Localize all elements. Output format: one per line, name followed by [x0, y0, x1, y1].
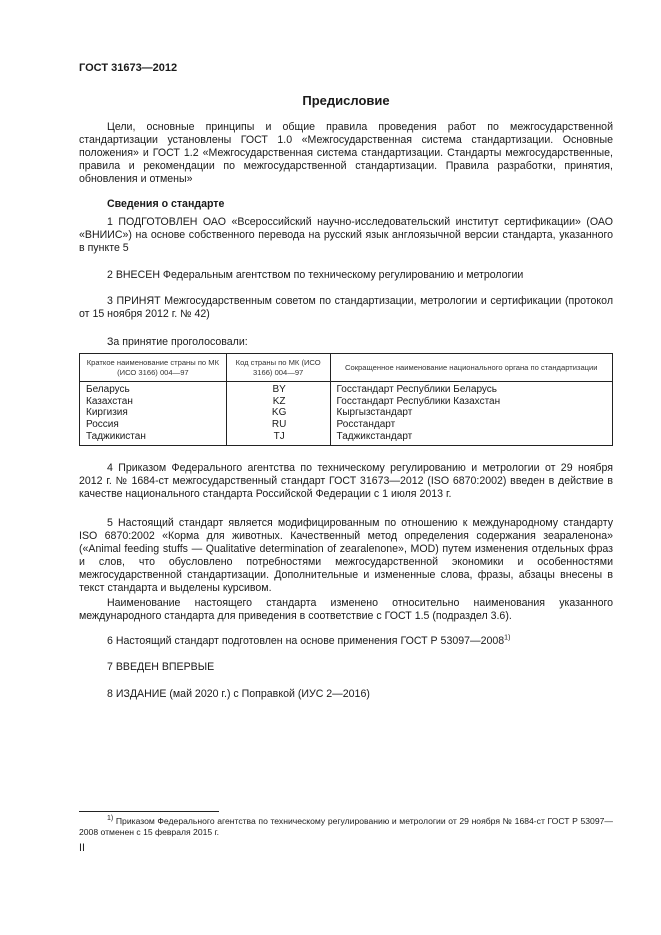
footnote-ref: 1) — [504, 634, 511, 642]
page-number: II — [79, 842, 85, 854]
country-cell: Киргизия — [86, 407, 128, 419]
item-7-paragraph: 7 ВВЕДЕН ВПЕРВЫЕ — [107, 661, 215, 673]
code-cell: RU — [271, 419, 287, 431]
body-cell: Таджикстандарт — [336, 430, 413, 442]
country-list — [80, 382, 227, 446]
code-cell: BY — [272, 384, 286, 395]
item-4-paragraph: 4 Приказом Федерального агентства по техническому регулированию и метрологии от 29 ноября 2012 г. № 1684-ст межгосударственный стандарт ГОСТ 31673—2012 (ISO 6870:2002) введен в действие в качестве национального стандарта Российской Федерации с 1 июля 2013 г. — [79, 462, 613, 500]
item-3-paragraph: 3 ПРИНЯТ Межгосударственным советом по стандартизации, метрологии и сертификации (протокол от 15 ноября 2012 г. № 42) — [79, 295, 613, 320]
column-header-code: Код страны по МК (ИСО 3166) 004—97 — [226, 354, 330, 382]
item-5-continuation: Наименование настоящего стандарта изменено относительно наименования указанного международного стандарта для приведения в соответствие с ГОСТ 1.5 (подраздел 3.6). — [79, 597, 613, 622]
item-5-paragraph: 5 Настоящий стандарт является модифицированным по отношению к международному стандарту ISO 6870:2002 «Корма для животных. Качественный метод определения содержания зеараленона» («Animal feeding stuffs — Qualitative determination of zearalenone», MOD) путем изменения отдельных фраз и слов, что обусловлено потребностями межгосударственной экономики и особенностями межгосударственной стандартизации. Дополнительные и измененные слова, фразы, абзацы внесены в текст стандарта и выделены курсивом. — [79, 517, 613, 594]
code-cell: KG — [271, 407, 287, 419]
code-list — [226, 382, 330, 446]
body-cell: Госстандарт Республики Казахстан — [336, 395, 501, 407]
item-6-text: 6 Настоящий стандарт подготовлен на основе применения ГОСТ Р 53097—2008 — [107, 635, 505, 647]
intro-paragraph: Цели, основные принципы и общие правила проведения работ по межгосударственной стандартизации установлены ГОСТ 1.0 «Межгосударственная система стандартизации. Основные положения» и ГОСТ 1.2 «Межгосударственная система стандартизации. Стандарты межгосударственные, правила и рекомендации по межгосударственной стандартизации. Правила разработки, принятия, обновления и отмены» — [79, 121, 613, 185]
vote-label: За принятие проголосовали: — [107, 336, 248, 348]
section-title: Сведения о стандарте — [107, 198, 225, 210]
page-title: Предисловие — [302, 93, 390, 108]
country-cell: Таджикистан — [86, 430, 146, 442]
item-6-paragraph — [79, 635, 613, 648]
country-cell: Казахстан — [86, 395, 133, 407]
document-id-header: ГОСТ 31673—2012 — [79, 62, 178, 74]
table-row — [80, 382, 613, 446]
body-cell: Госстандарт Республики Беларусь — [336, 384, 497, 395]
column-header-country: Краткое наименование страны по МК (ИСО 3166) 004—97 — [80, 354, 227, 382]
body-cell: Росстандарт — [336, 419, 396, 431]
body-cell: Кыргызстандарт — [336, 407, 413, 419]
country-cell: Беларусь — [86, 384, 130, 395]
code-cell: KZ — [272, 395, 286, 407]
footnote-text: Приказом Федерального агентства по техническому регулированию и метрологии от 29 ноября № 1684-ст ГОСТ Р 53097—2008 отменен с 15 февраля 2015 г. — [79, 816, 613, 837]
code-cell: TJ — [273, 430, 285, 442]
item-8-paragraph: 8 ИЗДАНИЕ (май 2020 г.) с Поправкой (ИУС 2—2016) — [107, 688, 370, 700]
footnote-mark: 1) — [107, 815, 114, 823]
item-1-paragraph: 1 ПОДГОТОВЛЕН ОАО «Всероссийский научно-исследовательский институт сертификации» (ОАО «ВНИИС») на основе собственного перевода на русский язык англоязычной версии стандарта, указанного в пункте 5 — [79, 216, 613, 254]
column-header-body: Сокращенное наименование национального органа по стандартизации — [330, 354, 612, 382]
body-list — [330, 382, 612, 446]
footnote — [79, 816, 613, 838]
voting-table — [79, 353, 613, 446]
item-2-paragraph: 2 ВНЕСЕН Федеральным агентством по техническому регулированию и метрологии — [107, 269, 524, 281]
footnote-divider — [79, 811, 219, 812]
table-header-row — [80, 354, 613, 382]
country-cell: Россия — [86, 419, 119, 431]
